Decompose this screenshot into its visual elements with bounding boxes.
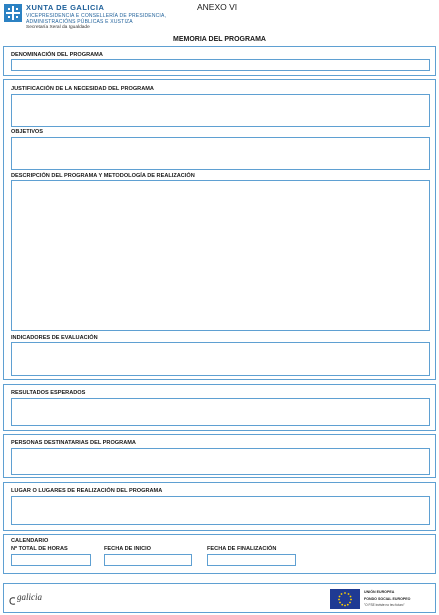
eu-flag-icon (330, 589, 360, 609)
field-objetivos[interactable] (11, 137, 430, 170)
field-lugar[interactable] (11, 496, 430, 525)
label-fecha-fin: FECHA DE FINALIZACIÓN (207, 546, 277, 552)
field-personas[interactable] (11, 448, 430, 475)
field-justificacion[interactable] (11, 94, 430, 127)
label-lugar: LUGAR O LUGARES DE REALIZACIÓN DEL PROGRAMA (11, 488, 163, 494)
galicia-swirl-icon (9, 593, 17, 603)
footer (3, 583, 436, 613)
label-justificacion: JUSTIFICACIÓN DE LA NECESIDAD DEL PROGRAMA (11, 86, 154, 92)
label-denominacion: DENOMINACIÓN DEL PROGRAMA (11, 52, 103, 58)
xunta-logo-icon (4, 4, 22, 22)
field-denominacion[interactable] (11, 59, 430, 71)
section-denominacion (3, 46, 436, 76)
annex-label: ANEXO VI (197, 2, 238, 12)
section-lugar (3, 482, 436, 531)
field-descripcion[interactable] (11, 180, 430, 331)
dept-line-2: ADMINISTRACIÓNS PÚBLICAS E XUSTIZA (26, 19, 133, 25)
field-fecha-fin[interactable] (207, 554, 296, 566)
label-descripcion: DESCRIPCIÓN DEL PROGRAMA Y METODOLOGÍA DE REALIZACIÓN (11, 173, 195, 179)
org-name: XUNTA DE GALICIA (26, 3, 105, 12)
label-fecha-inicio: FECHA DE INICIO (104, 546, 152, 552)
label-total-horas: Nº TOTAL DE HORAS (11, 546, 68, 552)
fse-label: FONDO SOCIAL EUROPEO (364, 597, 411, 601)
eu-label: UNIÓN EUROPEA (364, 590, 395, 594)
label-personas: PERSONAS DESTINATARIAS DEL PROGRAMA (11, 440, 136, 446)
label-indicadores: INDICADORES DE EVALUACIÓN (11, 335, 98, 341)
dept-line-1: VICEPRESIDENCIA E CONSELLERÍA DE PRESIDENCIA, (26, 13, 167, 19)
dept-line-3: Secretaría Xeral da Igualdade (26, 25, 90, 30)
field-resultados[interactable] (11, 398, 430, 426)
field-indicadores[interactable] (11, 342, 430, 376)
field-total-horas[interactable] (11, 554, 91, 566)
page-title: MEMORIA DEL PROGRAMA (173, 36, 266, 43)
section-resultados (3, 384, 436, 431)
label-calendario: CALENDARIO (11, 538, 49, 544)
label-objetivos: OBJETIVOS (11, 129, 44, 135)
label-resultados: RESULTADOS ESPERADOS (11, 390, 86, 396)
fse-slogan: "O FSE inviste no teu futuro" (364, 603, 405, 607)
galicia-logo: galicia (17, 592, 42, 602)
section-calendario (3, 534, 436, 574)
field-fecha-inicio[interactable] (104, 554, 192, 566)
section-memoria (3, 79, 436, 380)
section-personas (3, 434, 436, 478)
